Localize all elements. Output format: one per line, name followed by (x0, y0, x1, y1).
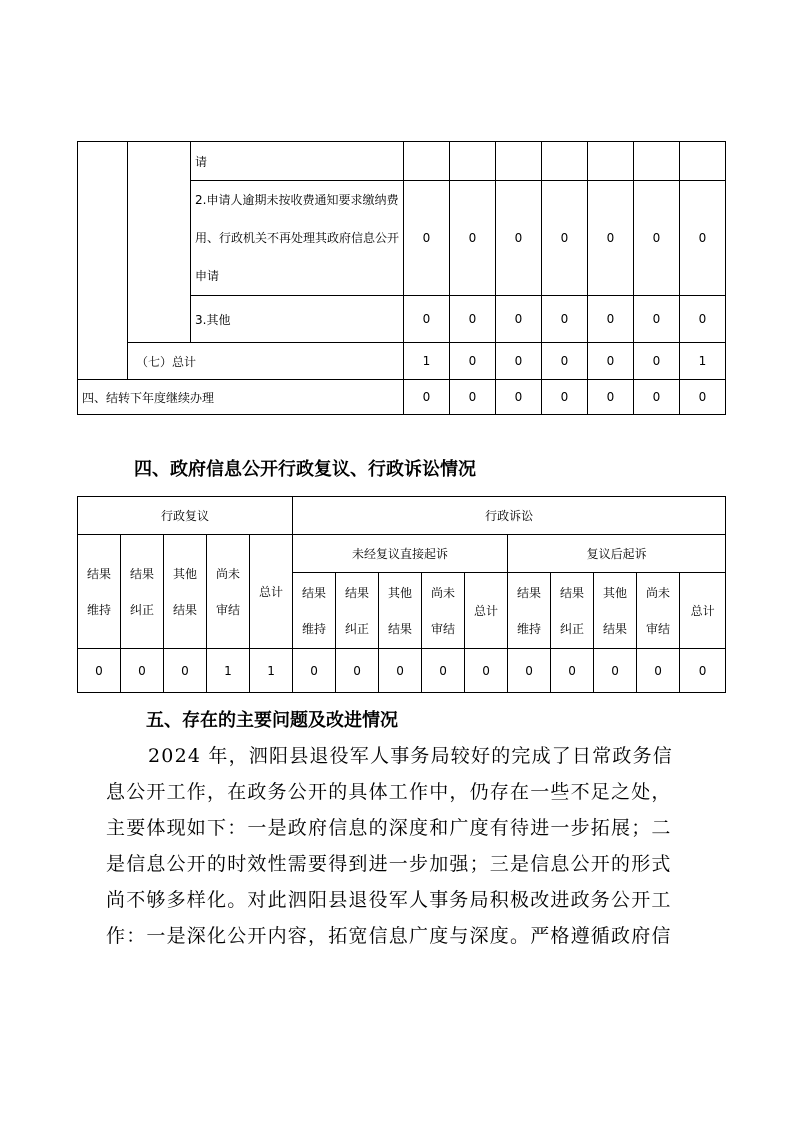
value-cell: 0 (637, 649, 680, 693)
section-heading: 四、政府信息公开行政复议、行政诉讼情况 (134, 459, 476, 480)
paragraph-line: 主要体现如下：一是政府信息的深度和广度有待进一步拓展；二 (106, 817, 672, 839)
value-cell: 0 (164, 649, 207, 693)
value-cell: 0 (542, 181, 588, 296)
column-header: 其他 结果 (594, 573, 637, 649)
row-label: 请 (191, 142, 404, 181)
column-header: 结果 纠正 (336, 573, 379, 649)
value-cell: 0 (496, 181, 542, 296)
value-cell: 0 (404, 380, 450, 415)
paragraph-line: 是信息公开的时效性需要得到进一步加强；三是信息公开的形式 (106, 853, 672, 875)
column-header: 结果 维持 (293, 573, 336, 649)
column-header: 总计 (465, 573, 508, 649)
row-label: 3.其他 (191, 296, 404, 343)
value-cell: 0 (496, 296, 542, 343)
row-label: 2.申请人逾期未按收费通知要求缴纳费用、行政机关不再处理其政府信息公开申请 (191, 181, 404, 296)
column-header: 结果 维持 (508, 573, 551, 649)
value-cell: 1 (250, 649, 293, 693)
table-row (78, 343, 726, 380)
value-cell: 0 (588, 380, 634, 415)
section-heading: 五、存在的主要问题及改进情况 (146, 710, 398, 731)
row-label: （七）总计 (128, 343, 404, 380)
table-row (78, 535, 726, 573)
value-cell: 0 (542, 343, 588, 380)
application-handling-table (77, 141, 726, 415)
column-header: 尚未 审结 (207, 535, 250, 649)
value-cell: 0 (594, 649, 637, 693)
column-header: 结果 纠正 (121, 535, 164, 649)
group-header-review: 行政复议 (78, 497, 293, 535)
value-cell: 1 (404, 343, 450, 380)
column-header: 总计 (680, 573, 726, 649)
value-cell: 0 (379, 649, 422, 693)
row-label: 四、结转下年度继续办理 (78, 380, 404, 415)
value-cell: 0 (542, 380, 588, 415)
review-lawsuit-table (77, 496, 726, 693)
body-paragraph (106, 738, 718, 954)
value-cell: 0 (450, 380, 496, 415)
value-cell: 0 (634, 343, 680, 380)
value-cell: 0 (542, 296, 588, 343)
value-cell: 0 (496, 380, 542, 415)
value-cell: 0 (551, 649, 594, 693)
value-cell: 0 (336, 649, 379, 693)
value-cell: 0 (78, 649, 121, 693)
table-row (78, 497, 726, 535)
column-header: 尚未 审结 (422, 573, 465, 649)
paragraph-line: 2024 年，泗阳县退役军人事务局较好的完成了日常政务信 (148, 745, 673, 767)
value-cell: 0 (588, 343, 634, 380)
sub-header-after: 复议后起诉 (508, 535, 726, 573)
blank-cell (78, 142, 128, 380)
table-row (78, 142, 726, 181)
column-header: 其他 结果 (379, 573, 422, 649)
value-cell: 0 (496, 343, 542, 380)
value-cell: 0 (422, 649, 465, 693)
value-cell: 0 (450, 296, 496, 343)
value-cell: 0 (121, 649, 164, 693)
value-cell: 0 (508, 649, 551, 693)
value-cell: 0 (680, 296, 726, 343)
value-cell: 0 (680, 380, 726, 415)
sub-header-direct: 未经复议直接起诉 (293, 535, 508, 573)
paragraph-line: 尚不够多样化。对此泗阳县退役军人事务局积极改进政务公开工 (106, 889, 672, 911)
value-cell: 0 (680, 649, 726, 693)
column-header: 总计 (250, 535, 293, 649)
value-cell: 0 (588, 296, 634, 343)
value-cell: 1 (680, 343, 726, 380)
paragraph-line: 作：一是深化公开内容，拓宽信息广度与深度。严格遵循政府信 (106, 925, 672, 947)
blank-cell (128, 142, 191, 343)
value-cell: 0 (450, 181, 496, 296)
value-cell: 0 (634, 181, 680, 296)
value-cell: 0 (465, 649, 508, 693)
value-cell: 0 (680, 181, 726, 296)
value-cell: 1 (207, 649, 250, 693)
table-row (78, 380, 726, 415)
column-header: 尚未 审结 (637, 573, 680, 649)
column-header: 其他 结果 (164, 535, 207, 649)
value-cell: 0 (634, 296, 680, 343)
table-row (78, 649, 726, 693)
value-cell: 0 (450, 343, 496, 380)
value-cell: 0 (404, 181, 450, 296)
value-cell: 0 (404, 296, 450, 343)
value-cell: 0 (634, 380, 680, 415)
value-cell: 0 (588, 181, 634, 296)
column-header: 结果 纠正 (551, 573, 594, 649)
column-header: 结果 维持 (78, 535, 121, 649)
value-cell: 0 (293, 649, 336, 693)
paragraph-line: 息公开工作，在政务公开的具体工作中，仍存在一些不足之处， (106, 781, 672, 803)
group-header-lawsuit: 行政诉讼 (293, 497, 726, 535)
